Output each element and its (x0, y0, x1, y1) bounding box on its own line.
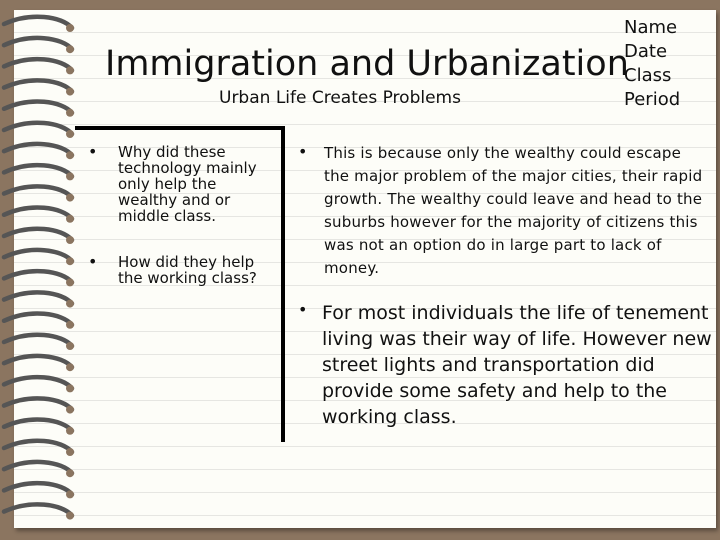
t-chart-vertical-divider (281, 130, 285, 442)
bullet-dot: • (88, 142, 98, 161)
bullet-dot: • (88, 252, 98, 271)
answer-text: For most individuals the life of tenement living was their way of life. However new street lights and transportation did provide some safety and help to the working class. (322, 302, 712, 428)
question-text: How did they help the working class? (118, 253, 257, 287)
bullet-dot: • (298, 142, 308, 161)
spiral-binding-icon (0, 14, 80, 524)
t-chart-horizontal-divider (75, 126, 285, 130)
class-label: Class (624, 65, 672, 86)
bullet-dot: • (298, 300, 308, 319)
student-info-block (624, 16, 680, 112)
period-label: Period (624, 89, 681, 110)
slide-title: Immigration and Urbanization (105, 44, 629, 84)
question-text: Why did these technology mainly only help the wealthy and or middle class. (118, 143, 257, 225)
name-label: Name (624, 17, 678, 38)
date-label: Date (624, 41, 668, 62)
answer-text: This is because only the wealthy could escape the major problem of the major cities, their rapid growth. The wealthy could leave and head to the suburbs however for the majority of citizens this was not an option do in large part to lack of money. (324, 144, 703, 277)
slide-subtitle: Urban Life Creates Problems (219, 88, 461, 108)
